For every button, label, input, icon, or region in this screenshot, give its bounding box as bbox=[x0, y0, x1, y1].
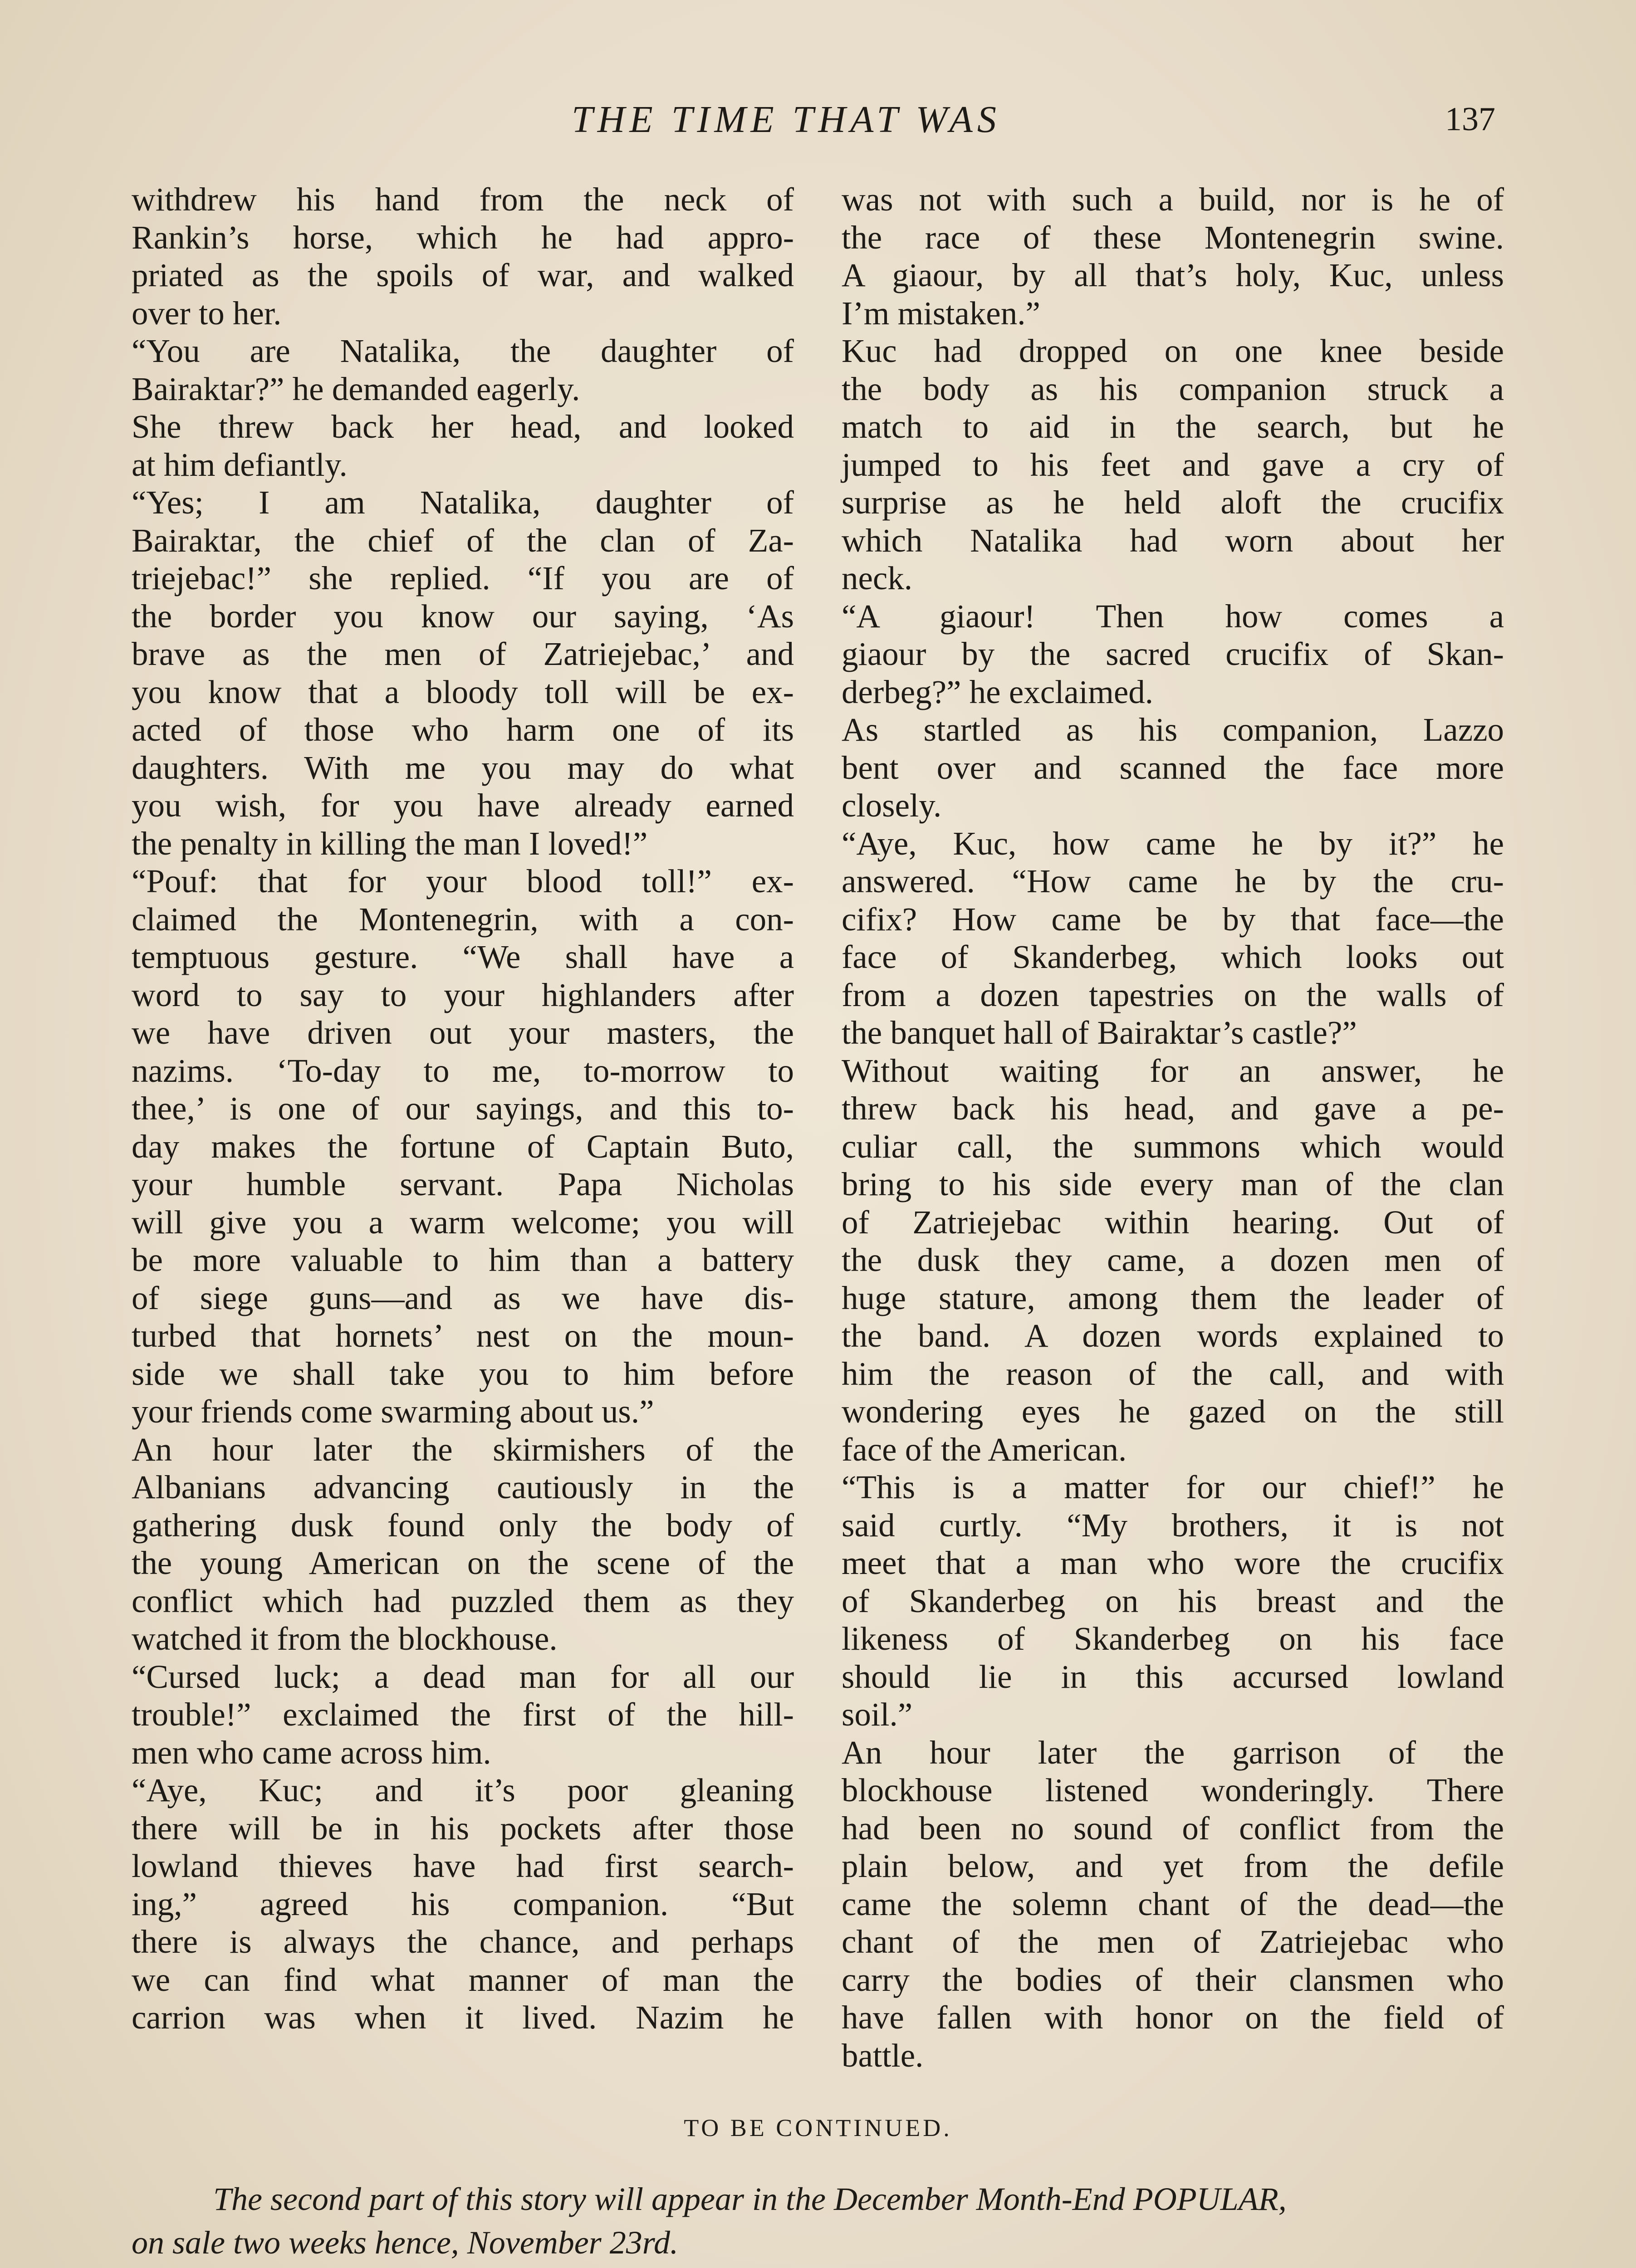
text-line: culiar call, the summons which would bbox=[842, 1128, 1504, 1165]
text-line: likeness of Skanderbeg on his face bbox=[842, 1620, 1504, 1657]
text-line: Without waiting for an answer, he bbox=[842, 1052, 1504, 1089]
text-line: nazims. ‘To-day to me, to-morrow to bbox=[132, 1052, 794, 1089]
next-issue-note bbox=[132, 2177, 1506, 2264]
text-line: claimed the Montenegrin, with a con- bbox=[132, 900, 794, 938]
text-line: the body as his companion struck a bbox=[842, 370, 1504, 407]
text-column-left bbox=[132, 181, 794, 2037]
text-line: carry the bodies of their clansmen who bbox=[842, 1961, 1504, 1998]
text-line: triejebac!” she replied. “If you are of bbox=[132, 560, 794, 596]
text-line: meet that a man who wore the crucifix bbox=[842, 1545, 1504, 1581]
text-line: jumped to his feet and gave a cry of bbox=[842, 446, 1504, 483]
text-line: “Pouf: that for your blood toll!” ex- bbox=[132, 863, 794, 899]
text-line: you wish, for you have already earned bbox=[132, 787, 794, 824]
text-line: the young American on the scene of the bbox=[132, 1545, 794, 1581]
text-line: of siege guns—and as we have dis- bbox=[132, 1279, 794, 1316]
text-line: temptuous gesture. “We shall have a bbox=[132, 938, 794, 975]
text-line: said curtly. “My brothers, it is not bbox=[842, 1506, 1504, 1544]
text-line: A giaour, by all that’s holy, Kuc, unless bbox=[842, 257, 1504, 293]
text-line: face of Skanderbeg, which looks out bbox=[842, 938, 1504, 975]
page-number: 137 bbox=[1445, 101, 1495, 138]
text-line: “Aye, Kuc, how came he by it?” he bbox=[842, 825, 1504, 862]
text-line: acted of those who harm one of its bbox=[132, 711, 794, 748]
text-line: over to her. bbox=[132, 294, 282, 332]
text-line: the border you know our saying, ‘As bbox=[132, 597, 794, 635]
text-line: the band. A dozen words explained to bbox=[842, 1317, 1504, 1354]
text-line: battle. bbox=[842, 2037, 924, 2074]
to-be-continued-notice: TO BE CONTINUED. bbox=[684, 2114, 952, 2141]
text-line: him the reason of the call, and with bbox=[842, 1355, 1504, 1392]
text-line: word to say to your highlanders after bbox=[132, 976, 794, 1013]
text-line: your friends come swarming about us.” bbox=[132, 1393, 654, 1430]
text-line: gathering dusk found only the body of bbox=[132, 1506, 794, 1544]
text-line: which Natalika had worn about her bbox=[842, 522, 1504, 559]
text-line: conflict which had puzzled them as they bbox=[132, 1582, 794, 1619]
text-line: thee,’ is one of our sayings, and this to- bbox=[132, 1090, 794, 1127]
text-line: “You are Natalika, the daughter of bbox=[132, 332, 794, 369]
text-line: “This is a matter for our chief!” he bbox=[842, 1469, 1504, 1505]
text-line: will give you a warm welcome; you will bbox=[132, 1203, 794, 1241]
text-line: An hour later the skirmishers of the bbox=[132, 1431, 794, 1468]
text-line: had been no sound of conflict from the bbox=[842, 1809, 1504, 1847]
text-line: bring to his side every man of the clan bbox=[842, 1166, 1504, 1202]
text-line: you know that a bloody toll will be ex- bbox=[132, 673, 794, 710]
text-line: Albanians advancing cautiously in the bbox=[132, 1469, 794, 1505]
text-line: we have driven out your masters, the bbox=[132, 1014, 794, 1051]
text-line: “A giaour! Then how comes a bbox=[842, 597, 1504, 635]
text-line: of Skanderbeg on his breast and the bbox=[842, 1582, 1504, 1619]
text-line: closely. bbox=[842, 787, 942, 824]
text-line: threw back his head, and gave a pe- bbox=[842, 1090, 1504, 1127]
text-line: daughters. With me you may do what bbox=[132, 749, 794, 786]
text-line: should lie in this accursed lowland bbox=[842, 1658, 1504, 1695]
text-line: neck. bbox=[842, 560, 913, 596]
text-line: the race of these Montenegrin swine. bbox=[842, 219, 1504, 256]
text-line: answered. “How came he by the cru- bbox=[842, 863, 1504, 899]
text-line: the penalty in killing the man I loved!” bbox=[132, 825, 648, 862]
text-line: day makes the fortune of Captain Buto, bbox=[132, 1128, 794, 1165]
next-issue-note-line: on sale two weeks hence, November 23rd. bbox=[132, 2224, 679, 2261]
text-line: blockhouse listened wonderingly. There bbox=[842, 1772, 1504, 1809]
text-line: turbed that hornets’ nest on the moun- bbox=[132, 1317, 794, 1354]
text-line: Kuc had dropped on one knee beside bbox=[842, 332, 1504, 369]
running-title: THE TIME THAT WAS bbox=[572, 98, 1001, 141]
next-issue-note-line: The second part of this story will appear in the December Month-End POPULAR, bbox=[213, 2181, 1287, 2217]
text-line: Bairaktar?” he demanded eagerly. bbox=[132, 370, 580, 407]
text-line: I’m mistaken.” bbox=[842, 294, 1040, 332]
text-column-right bbox=[842, 181, 1504, 2074]
text-line: cifix? How came be by that face—the bbox=[842, 900, 1504, 938]
text-line: “Cursed luck; a dead man for all our bbox=[132, 1658, 794, 1695]
page-header bbox=[0, 98, 1636, 147]
text-line: derbeg?” he exclaimed. bbox=[842, 673, 1154, 710]
text-line: watched it from the blockhouse. bbox=[132, 1620, 558, 1657]
text-line: be more valuable to him than a battery bbox=[132, 1242, 794, 1278]
text-line: giaour by the sacred crucifix of Skan- bbox=[842, 635, 1504, 672]
text-line: the banquet hall of Bairaktar’s castle?” bbox=[842, 1014, 1357, 1051]
text-line: huge stature, among them the leader of bbox=[842, 1279, 1504, 1316]
text-line: side we shall take you to him before bbox=[132, 1355, 794, 1392]
text-line: brave as the men of Zatriejebac,’ and bbox=[132, 635, 794, 672]
text-line: She threw back her head, and looked bbox=[132, 408, 794, 445]
text-line: chant of the men of Zatriejebac who bbox=[842, 1923, 1504, 1960]
text-line: Bairaktar, the chief of the clan of Za- bbox=[132, 522, 794, 559]
text-line: was not with such a build, nor is he of bbox=[842, 181, 1504, 218]
text-line: Rankin’s horse, which he had appro- bbox=[132, 219, 794, 256]
text-line: withdrew his hand from the neck of bbox=[132, 181, 794, 218]
text-line: carrion was when it lived. Nazim he bbox=[132, 1999, 794, 2036]
text-line: plain below, and yet from the defile bbox=[842, 1848, 1504, 1884]
text-line: from a dozen tapestries on the walls of bbox=[842, 976, 1504, 1013]
text-line: “Aye, Kuc; and it’s poor gleaning bbox=[132, 1772, 794, 1809]
text-line: An hour later the garrison of the bbox=[842, 1734, 1504, 1771]
text-line: lowland thieves have had first search- bbox=[132, 1848, 794, 1884]
text-line: men who came across him. bbox=[132, 1734, 491, 1771]
text-line: surprise as he held aloft the crucifix bbox=[842, 484, 1504, 521]
text-line: there is always the chance, and perhaps bbox=[132, 1923, 794, 1960]
text-line: face of the American. bbox=[842, 1431, 1127, 1468]
text-line: “Yes; I am Natalika, daughter of bbox=[132, 484, 794, 521]
text-line: at him defiantly. bbox=[132, 446, 348, 483]
text-line: your humble servant. Papa Nicholas bbox=[132, 1166, 794, 1202]
text-line: As startled as his companion, Lazzo bbox=[842, 711, 1504, 748]
text-line: ing,” agreed his companion. “But bbox=[132, 1885, 794, 1922]
text-line: there will be in his pockets after those bbox=[132, 1809, 794, 1847]
text-line: soil.” bbox=[842, 1696, 913, 1733]
text-line: came the solemn chant of the dead—the bbox=[842, 1885, 1504, 1922]
text-line: priated as the spoils of war, and walked bbox=[132, 257, 794, 293]
text-line: wondering eyes he gazed on the still bbox=[842, 1393, 1504, 1430]
text-line: bent over and scanned the face more bbox=[842, 749, 1504, 786]
text-line: trouble!” exclaimed the first of the hill- bbox=[132, 1696, 794, 1733]
text-line: of Zatriejebac within hearing. Out of bbox=[842, 1203, 1504, 1241]
text-line: the dusk they came, a dozen men of bbox=[842, 1242, 1504, 1278]
text-line: match to aid in the search, but he bbox=[842, 408, 1504, 445]
text-line: have fallen with honor on the field of bbox=[842, 1999, 1504, 2036]
text-line: we can find what manner of man the bbox=[132, 1961, 794, 1998]
